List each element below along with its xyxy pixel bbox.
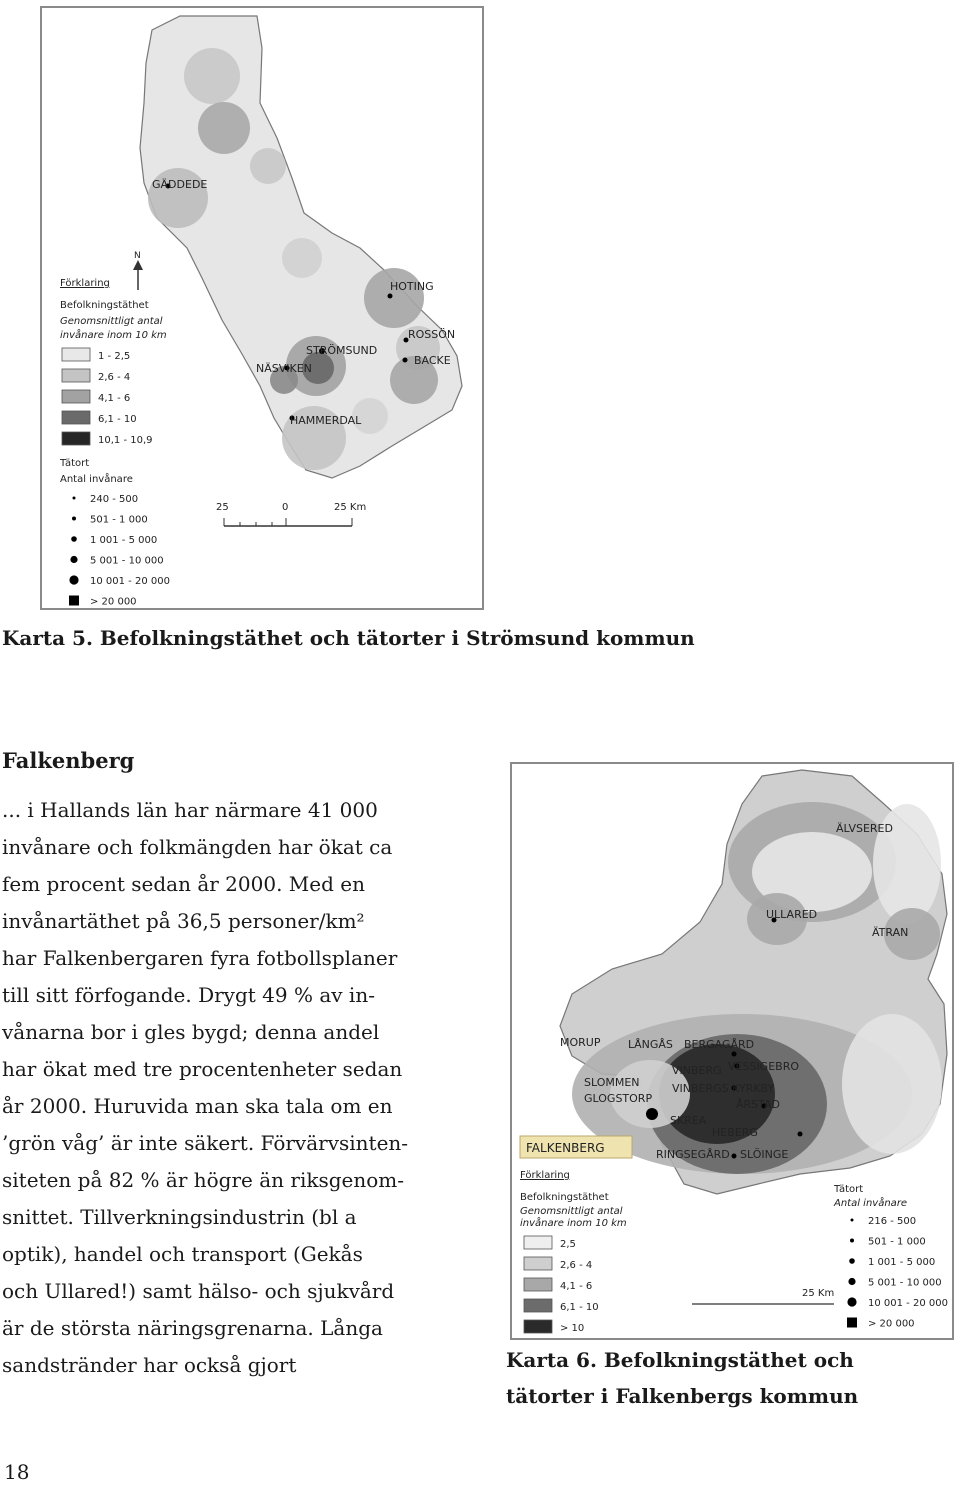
legend-density-title: Befolkningstäthet bbox=[520, 1192, 609, 1203]
legend-swatch bbox=[524, 1299, 552, 1312]
town-symbol-icon bbox=[72, 517, 76, 521]
body-line: invånartäthet på 36,5 personer/km² bbox=[2, 909, 365, 933]
main-town-label bbox=[520, 1136, 632, 1158]
legend-title: Förklaring bbox=[520, 1170, 570, 1181]
body-paragraph bbox=[2, 792, 472, 1384]
town-symbol-icon bbox=[848, 1278, 855, 1285]
map-caption: Karta 5. Befolkningstäthet och tätorter i Strömsund kommun bbox=[2, 626, 695, 650]
legend-label: 1 001 - 5 000 bbox=[90, 535, 158, 546]
place-label: BACKE bbox=[414, 354, 451, 367]
caption-line: tätorter i Falkenbergs kommun bbox=[506, 1384, 859, 1408]
town-symbol-icon bbox=[849, 1258, 855, 1264]
legend-label: > 10 bbox=[560, 1323, 585, 1334]
town-symbol-icon bbox=[70, 556, 77, 563]
legend-density-subtitle: Genomsnittligt antal bbox=[520, 1206, 623, 1217]
place-label: HAMMERDAL bbox=[290, 414, 362, 427]
body-line: ... i Hallands län har närmare 41 000 bbox=[2, 798, 378, 822]
place-label: ULLARED bbox=[766, 908, 818, 921]
legend-density-classes bbox=[524, 1236, 599, 1334]
place-label: SKREA bbox=[670, 1114, 707, 1127]
legend-swatch bbox=[524, 1320, 552, 1333]
svg-text:N: N bbox=[134, 251, 141, 261]
legend-label: 4,1 - 6 bbox=[98, 393, 131, 404]
legend-label: 10 001 - 20 000 bbox=[90, 576, 170, 587]
legend-label: 6,1 - 10 bbox=[98, 414, 137, 425]
body-line: har ökat med tre procentenheter sedan bbox=[2, 1057, 403, 1081]
legend-label: 5 001 - 10 000 bbox=[868, 1277, 942, 1289]
legend-swatch bbox=[524, 1257, 552, 1270]
body-line: till sitt förfogande. Drygt 49 % av in- bbox=[2, 983, 375, 1007]
place-label: GLOGSTORP bbox=[584, 1092, 653, 1105]
place-label: ÅRSTAD bbox=[736, 1098, 781, 1111]
body-line: och Ullared!) samt hälso- och sjukvård bbox=[2, 1279, 395, 1303]
legend-town-classes bbox=[69, 494, 170, 608]
legend-town-title: Tätort bbox=[834, 1184, 864, 1195]
legend-label: 501 - 1 000 bbox=[90, 514, 148, 526]
legend-town-subtitle: Antal invånare bbox=[834, 1198, 908, 1209]
place-label: ROSSÖN bbox=[408, 328, 456, 341]
place-label: HOTING bbox=[390, 280, 434, 293]
legend-label: > 20 000 bbox=[868, 1318, 915, 1330]
body-line: snittet. Tillverkningsindustrin (bl a bbox=[2, 1205, 357, 1229]
legend-swatch bbox=[524, 1236, 552, 1249]
body-line: sandstränder har också gjort bbox=[2, 1353, 297, 1377]
legend-town-title: Tätort bbox=[60, 458, 90, 469]
map-caption bbox=[506, 1342, 946, 1414]
map-falkenberg bbox=[510, 762, 954, 1340]
place-label: SLÖINGE bbox=[740, 1148, 789, 1161]
town-symbol-icon bbox=[850, 1239, 854, 1243]
legend bbox=[520, 1170, 948, 1334]
svg-text:FALKENBERG: FALKENBERG bbox=[526, 1141, 605, 1155]
body-line: siteten på 82 % är högre än riksgenom- bbox=[2, 1168, 405, 1192]
map-stromsund bbox=[40, 6, 484, 610]
town-symbol-icon bbox=[851, 1219, 854, 1222]
place-label: VINBERGS KYRKBY bbox=[672, 1082, 775, 1095]
legend-swatch bbox=[62, 348, 90, 361]
place-label: GÄDDEDE bbox=[152, 178, 208, 191]
page-number: 18 bbox=[4, 1460, 30, 1484]
legend-density-subtitle: Genomsnittligt antal bbox=[60, 316, 163, 327]
legend-swatch bbox=[62, 411, 90, 424]
place-label: STRÖMSUND bbox=[306, 344, 378, 357]
legend-label: 10 001 - 20 000 bbox=[868, 1298, 948, 1309]
body-line: invånare och folkmängden har ökat ca bbox=[2, 835, 393, 859]
town-symbol-icon bbox=[69, 575, 78, 584]
section-heading: Falkenberg bbox=[2, 748, 135, 773]
legend-label: 10,1 - 10,9 bbox=[98, 435, 153, 446]
place-label: NÄSVIKEN bbox=[256, 362, 312, 375]
scale-bar bbox=[216, 502, 366, 526]
town-symbol-icon bbox=[847, 1318, 857, 1328]
place-label: RINGSEGÅRD bbox=[656, 1148, 730, 1161]
body-line: optik), handel och transport (Gekås bbox=[2, 1242, 363, 1266]
legend-density-title: Befolkningstäthet bbox=[60, 300, 149, 311]
legend-label: 1 - 2,5 bbox=[98, 351, 131, 362]
legend-density-classes bbox=[62, 348, 153, 446]
body-line: ’grön våg’ är inte säkert. Förvärvsinten- bbox=[2, 1131, 409, 1155]
legend-density-subtitle: invånare inom 10 km bbox=[520, 1218, 627, 1229]
legend bbox=[59, 278, 170, 608]
svg-text:25: 25 bbox=[216, 502, 229, 513]
place-label: SLOMMEN bbox=[584, 1076, 640, 1089]
legend-swatch bbox=[62, 432, 90, 445]
caption-line: Karta 6. Befolkningstäthet och bbox=[506, 1348, 854, 1372]
scale-bar bbox=[692, 1288, 834, 1304]
legend-label: 2,5 bbox=[560, 1239, 576, 1250]
legend-label: > 20 000 bbox=[90, 596, 137, 608]
legend-label: 4,1 - 6 bbox=[560, 1281, 593, 1292]
legend-label: 501 - 1 000 bbox=[868, 1236, 926, 1248]
town-symbol-icon bbox=[73, 497, 76, 500]
legend-label: 216 - 500 bbox=[868, 1216, 917, 1227]
body-line: fem procent sedan år 2000. Med en bbox=[2, 872, 365, 896]
town-symbol-icon bbox=[69, 596, 79, 606]
body-line: år 2000. Huruvida man ska tala om en bbox=[2, 1094, 393, 1118]
place-label: HEBERG bbox=[712, 1126, 758, 1139]
legend-label: 5 001 - 10 000 bbox=[90, 555, 164, 567]
place-label: ÄLVSERED bbox=[836, 822, 893, 835]
legend-label: 2,6 - 4 bbox=[98, 372, 131, 383]
legend-swatch bbox=[62, 390, 90, 403]
legend-title: Förklaring bbox=[60, 278, 110, 289]
place-label: BERGAGÅRD bbox=[684, 1038, 755, 1051]
north-arrow-icon bbox=[133, 251, 143, 290]
place-label: VESSIGEBRO bbox=[728, 1060, 800, 1073]
svg-text:0: 0 bbox=[282, 502, 289, 513]
town-symbol-icon bbox=[71, 536, 77, 542]
body-line: har Falkenbergaren fyra fotbollsplaner bbox=[2, 946, 398, 970]
legend-label: 2,6 - 4 bbox=[560, 1260, 593, 1271]
place-label: MORUP bbox=[560, 1036, 601, 1049]
legend-town-classes bbox=[847, 1216, 948, 1330]
legend-swatch bbox=[62, 369, 90, 382]
legend-density-subtitle: invånare inom 10 km bbox=[60, 330, 167, 341]
place-label: ÄTRAN bbox=[872, 926, 909, 939]
map-falkenberg-svg bbox=[512, 764, 952, 1338]
legend-label: 1 001 - 5 000 bbox=[868, 1257, 936, 1268]
svg-text:25 Km: 25 Km bbox=[334, 502, 367, 513]
place-label: LÅNGÅS bbox=[628, 1038, 673, 1051]
legend-town-subtitle: Antal invånare bbox=[60, 474, 133, 485]
legend-label: 240 - 500 bbox=[90, 494, 139, 505]
legend-label: 6,1 - 10 bbox=[560, 1302, 599, 1313]
legend-swatch bbox=[524, 1278, 552, 1291]
svg-text:25 Km: 25 Km bbox=[802, 1288, 835, 1299]
town-symbol-icon bbox=[847, 1297, 856, 1306]
map-stromsund-svg bbox=[42, 8, 482, 608]
body-line: vånarna bor i gles bygd; denna andel bbox=[2, 1020, 380, 1044]
place-label: VINBERG bbox=[672, 1064, 722, 1077]
body-line: är de största näringsgrenarna. Långa bbox=[2, 1316, 383, 1340]
